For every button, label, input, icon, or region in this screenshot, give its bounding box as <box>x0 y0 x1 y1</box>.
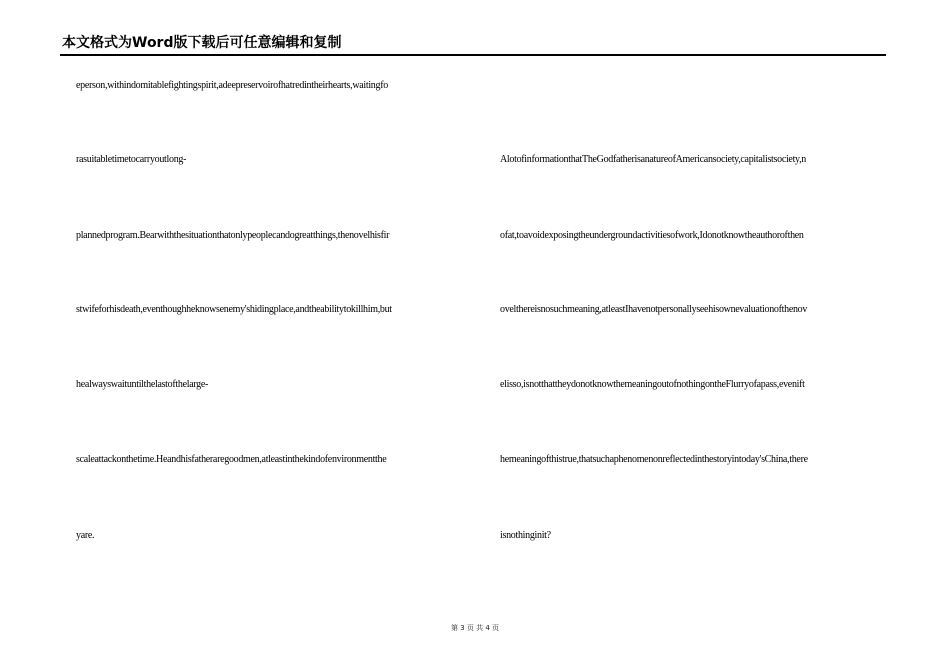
left-line-6: scaleattackonthetime.Heandhisfatheraregoodmen,atleastinthekindofenvironmentthe <box>76 454 387 465</box>
right-line-2: ofat,toavoidexposingtheundergroundactivitiesofwork,Idonotknowtheauthorofthen <box>500 230 804 241</box>
right-line-1: AlotofinformationthatTheGodfatherisanatureofAmericansociety,capitalistsociety,n <box>500 154 806 165</box>
right-line-6: isnothinginit? <box>500 530 551 541</box>
left-line-5: healwayswaituntilthelastofthelarge- <box>76 379 209 390</box>
left-line-2: rasuitabletimetocarryoutlong- <box>76 154 187 165</box>
right-line-5: hemeaningofthistrue,thatsuchaphenomenonreflectedinthestoryintoday'sChina,there <box>500 454 808 465</box>
document-header-title: 本文格式为Word版下载后可任意编辑和复制 <box>62 35 342 51</box>
left-line-4: stwifeforhisdeath,eventhoughheknowsenemy'shidingplace,andtheabilitytokillhim,but <box>76 304 392 315</box>
left-line-1: eperson,withindomitablefightingspirit,adeepreservoirofhatredintheirhearts,waitingfo <box>76 80 388 91</box>
page-number-footer: 第 3 页 共 4 页 <box>450 624 500 632</box>
left-line-7: yare. <box>76 530 95 541</box>
right-line-4: elisso,isnotthattheydonotknowthemeaningoutofnothingontheFlurryofapass,evenift <box>500 379 805 390</box>
header-divider <box>60 54 886 56</box>
right-line-3: ovelthereisnosuchmeaning,atleastIhavenotpersonallyseehisownevaluationofthenov <box>500 304 808 315</box>
left-line-3: plannedprogram.Bearwiththesituationthatonlypeoplecandogreatthings,thenovelhisfir <box>76 230 390 241</box>
